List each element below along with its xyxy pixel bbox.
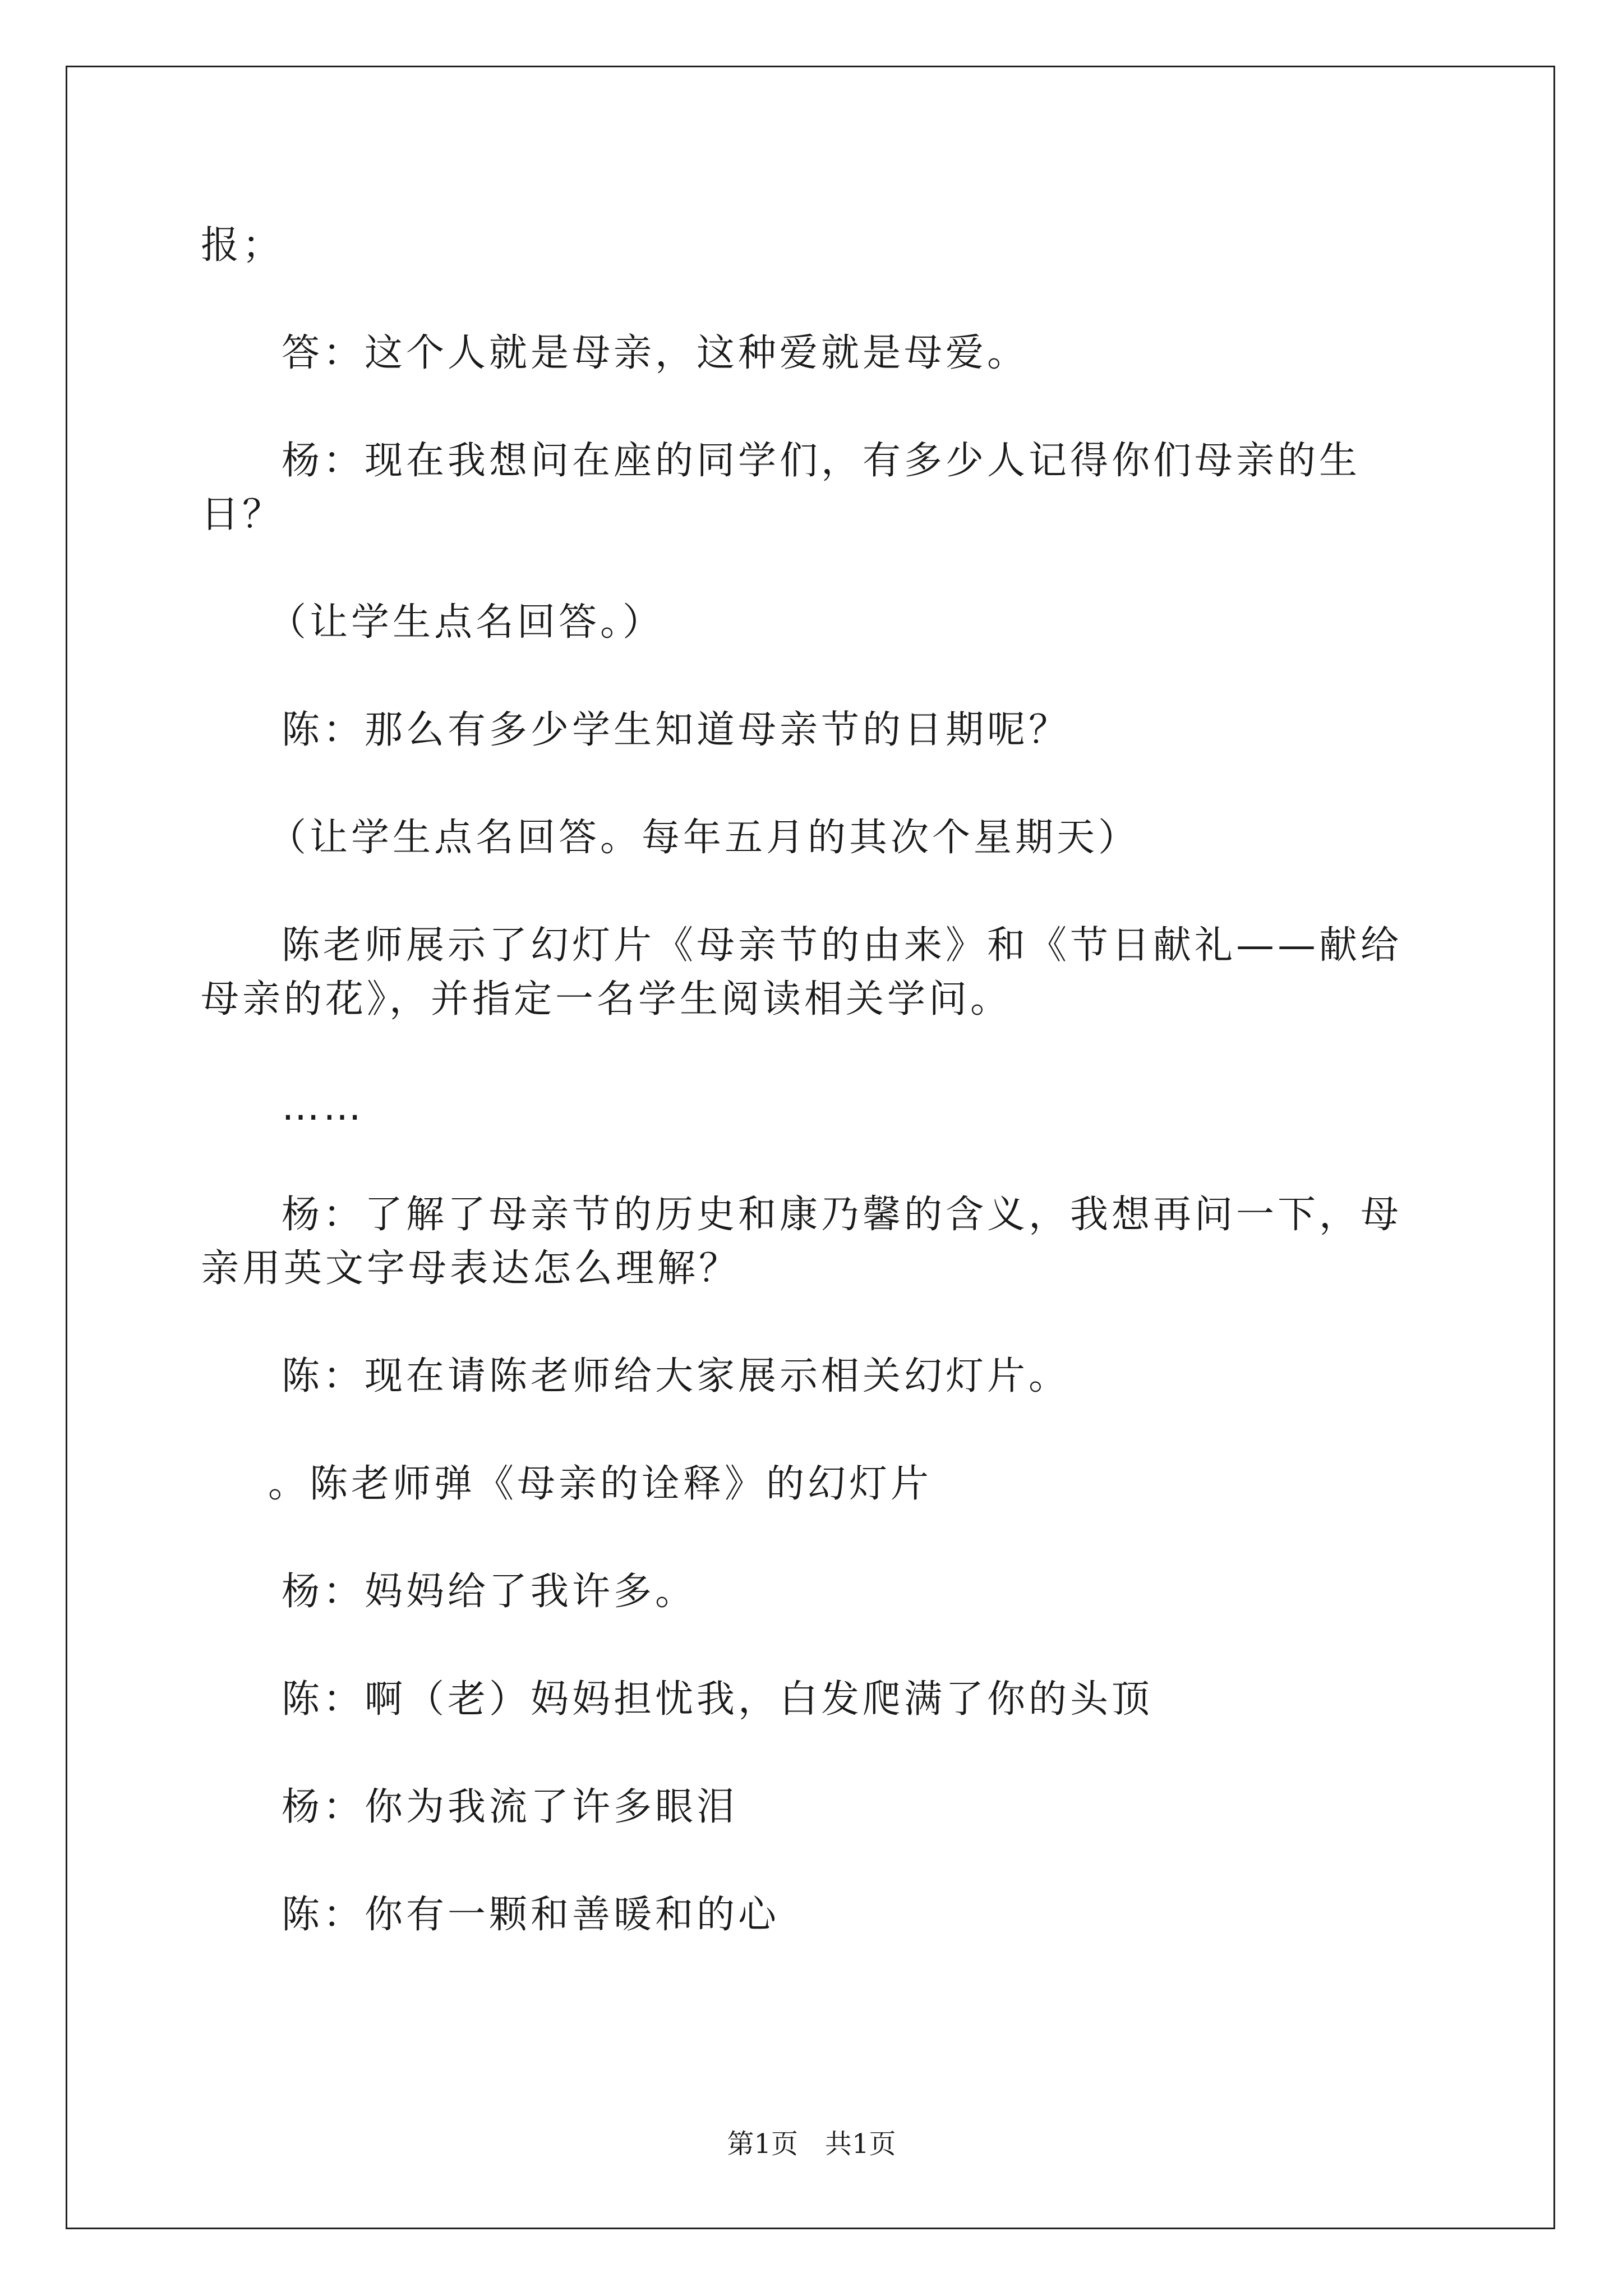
paragraph: 陈：那么有多少学生知道母亲节的日期呢？: [282, 708, 1071, 752]
paragraph: 陈老师展示了幻灯片《母亲节的由来》和《节日献礼——献给母亲的花》，并指定一名学生阅读相关学问。: [201, 923, 1403, 1022]
paragraph: 陈：现在请陈老师给大家展示相关幻灯片。: [282, 1354, 1071, 1398]
paragraph: 陈：啊（老）妈妈担忧我，白发爬满了你的头顶: [282, 1677, 1154, 1722]
page-footer: 第1页 共1页: [727, 2128, 896, 2160]
paragraph: 杨：妈妈给了我许多。: [282, 1570, 697, 1614]
paragraph: ……: [282, 1085, 365, 1129]
paragraph: 杨：你为我流了许多眼泪: [282, 1785, 739, 1829]
paragraph: 陈：你有一颗和善暖和的心: [282, 1893, 780, 1937]
document-body: [201, 219, 1435, 1996]
paragraph: 报；: [201, 223, 284, 268]
paragraph: 答：这个人就是母亲，这种爱就是母爱。: [282, 331, 1029, 375]
paragraph: 。陈老师弹《母亲的诠释》的幻灯片: [268, 1462, 933, 1506]
paragraph: （让学生点名回答。每年五月的其次个星期天）: [268, 816, 1140, 860]
paragraph: 杨：现在我想问在座的同学们，有多少人记得你们母亲的生日？: [201, 439, 1361, 537]
paragraph: （让学生点名回答。）: [268, 600, 665, 645]
paragraph: 杨：了解了母亲节的历史和康乃馨的含义，我想再问一下，母亲用英文字母表达怎么理解？: [201, 1193, 1403, 1291]
